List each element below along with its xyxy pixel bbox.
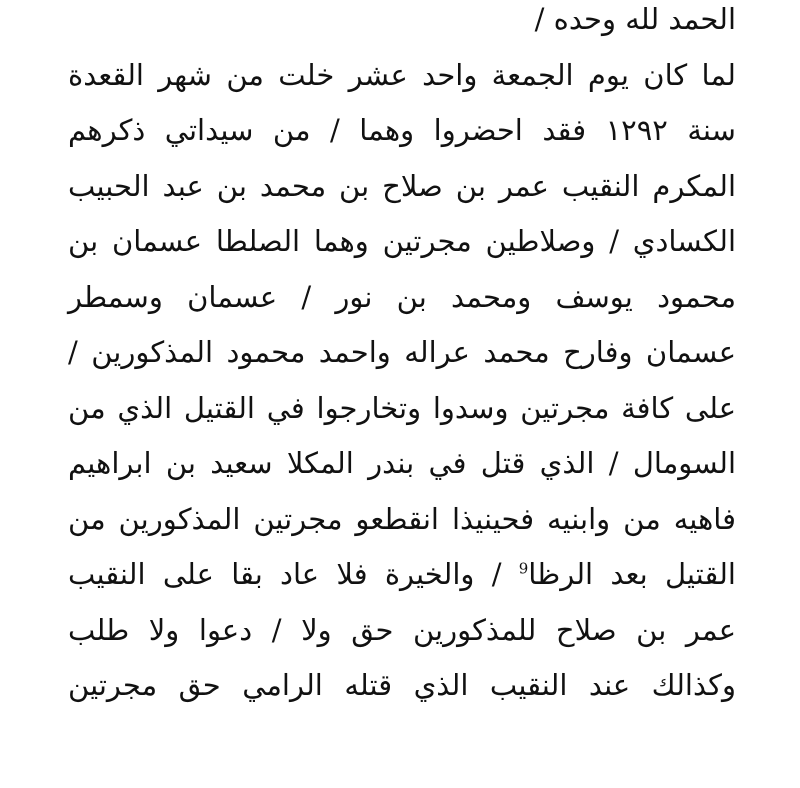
text-line-10-end: / والخيرة فلا عاد بقا على النقيب — [68, 557, 519, 591]
text-line-2: سنة ١٢٩٢ فقد احضروا وهما / من سيداتي ذكرهم — [68, 113, 736, 147]
text-line-8: السومال / الذي قتل في بندر المكلا سعيد بن ابراهيم — [68, 446, 736, 480]
text-line-6: عسمان وفارح محمد عراله واحمد محمود المذكورين / — [68, 335, 736, 369]
text-line-12: وكذالك عند النقيب الذي قتله الرامي حق مجرتين — [68, 668, 736, 702]
heading-line: الحمد لله وحده / — [534, 2, 736, 36]
text-line-5: محمود يوسف ومحمد بن نور / عسمان وسمطر — [68, 279, 736, 314]
text-line-7: على كافة مجرتين وسدوا وتخارجوا في القتيل الذي من — [68, 390, 736, 425]
footnote-marker: 9 — [518, 559, 529, 578]
text-line-4: الكسادي / وصلاطين مجرتين وهما الصلطا عسمان بن — [68, 224, 736, 258]
text-line-10-start: القتيل بعد الرظا — [528, 557, 736, 591]
text-line-1: لما كان يوم الجمعة واحد عشر خلت من شهر القعدة — [68, 57, 736, 92]
text-line-10 — [68, 547, 736, 603]
manuscript-text — [68, 0, 736, 714]
text-line-9: فاهيه من وابنيه فحينيذا انقطعو مجرتين المذكورين من — [68, 501, 736, 536]
text-line-11: عمر بن صلاح للمذكورين حق ولا / دعوا ولا طلب — [68, 612, 736, 647]
text-line-3: المكرم النقيب عمر بن صلاح بن محمد بن عبد الحبيب — [68, 168, 736, 203]
